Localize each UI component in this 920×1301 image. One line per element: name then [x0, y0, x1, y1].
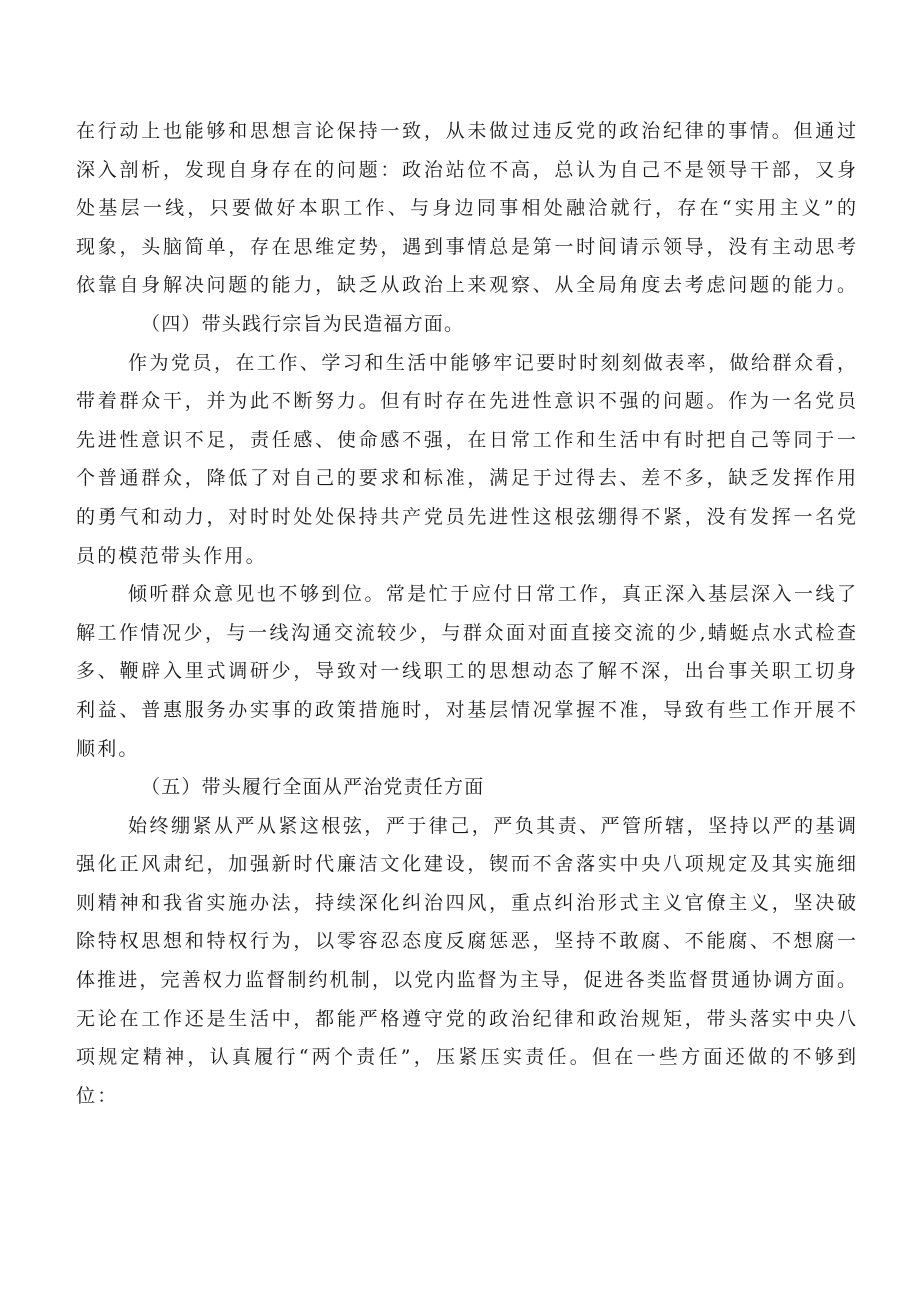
body-line-1: 在行动上也能够和思想言论保持一致，从未做过违反党的政治纪律的事情。但通过 — [76, 120, 856, 142]
body-line-13: 倾听群众意见也不够到位。常是忙于应付日常工作，真正深入基层深入一线了 — [128, 583, 856, 606]
body-line-22: 除特权思想和特权行为，以零容忍态度反腐惩恶，坚持不敢腐、不能腐、不想腐一 — [76, 930, 856, 953]
document-page — [76, 112, 856, 1115]
body-line-4: 现象，头脑简单，存在思维定势，遇到事情总是第一时间请示领导，没有主动思考 — [76, 235, 856, 258]
body-line-17: 顺利。 — [76, 737, 140, 760]
body-line-5: 依靠自身解决问题的能力，缺乏从政治上来观察、从全局角度去考虑问题的能力。 — [76, 274, 856, 297]
section-heading-5: （五）带头履行全面从严治党责任方面 — [141, 776, 485, 799]
body-line-19: 始终绷紧从严从紧这根弦，严于律己，严负其责、严管所辖，坚持以严的基调 — [128, 814, 856, 837]
body-line-20: 强化正风肃纪，加强新时代廉洁文化建设，锲而不舍落实中央八项规定及其实施细 — [76, 853, 856, 876]
body-line-2: 深入剖析，发现自身存在的问题：政治站位不高，总认为自己不是领导干部，又身 — [76, 158, 856, 181]
body-line-12: 员的模范带头作用。 — [76, 544, 267, 567]
body-line-23: 体推进，完善权力监督制约机制，以党内监督为主导，促进各类监督贯通协调方面。 — [76, 969, 856, 992]
body-line-21: 则精神和我省实施办法，持续深化纠治四风，重点纠治形式主义官僚主义，坚决破 — [76, 891, 856, 914]
section-heading-4: （四）带头践行宗旨为民造福方面。 — [141, 312, 465, 335]
body-line-11: 的勇气和动力，对时时处处保持共产党员先进性这根弦绷得不紧，没有发挥一名党 — [76, 505, 856, 528]
body-line-15: 多、鞭辟入里式调研少，导致对一线职工的思想动态了解不深，出台事关职工切身 — [76, 660, 856, 683]
body-line-3: 处基层一线，只要做好本职工作、与身边同事相处融洽就行，存在“实用主义”的 — [76, 197, 856, 220]
body-line-24: 无论在工作还是生活中，都能严格遵守党的政治纪律和政治规矩，带头落实中央八 — [76, 1007, 856, 1030]
body-line-26: 位： — [76, 1084, 119, 1107]
body-line-9: 先进性意识不足，责任感、使命感不强，在日常工作和生活中有时把自己等同于一 — [76, 428, 856, 451]
body-line-14: 解工作情况少，与一线沟通交流较少，与群众面对面直接交流的少,蜻蜓点水式检查 — [76, 621, 856, 644]
body-line-8: 带着群众干，并为此不断努力。但有时存在先进性意识不强的问题。作为一名党员 — [76, 390, 856, 413]
body-line-16: 利益、普惠服务办实事的政策措施时，对基层情况掌握不准，导致有些工作开展不 — [76, 698, 856, 721]
body-line-25: 项规定精神，认真履行“两个责任”，压紧压实责任。但在一些方面还做的不够到 — [76, 1046, 856, 1069]
body-line-10: 个普通群众，降低了对自己的要求和标准，满足于过得去、差不多，缺乏发挥作用 — [76, 467, 856, 490]
body-line-7: 作为党员，在工作、学习和生活中能够牢记要时时刻刻做表率，做给群众看， — [128, 351, 856, 374]
